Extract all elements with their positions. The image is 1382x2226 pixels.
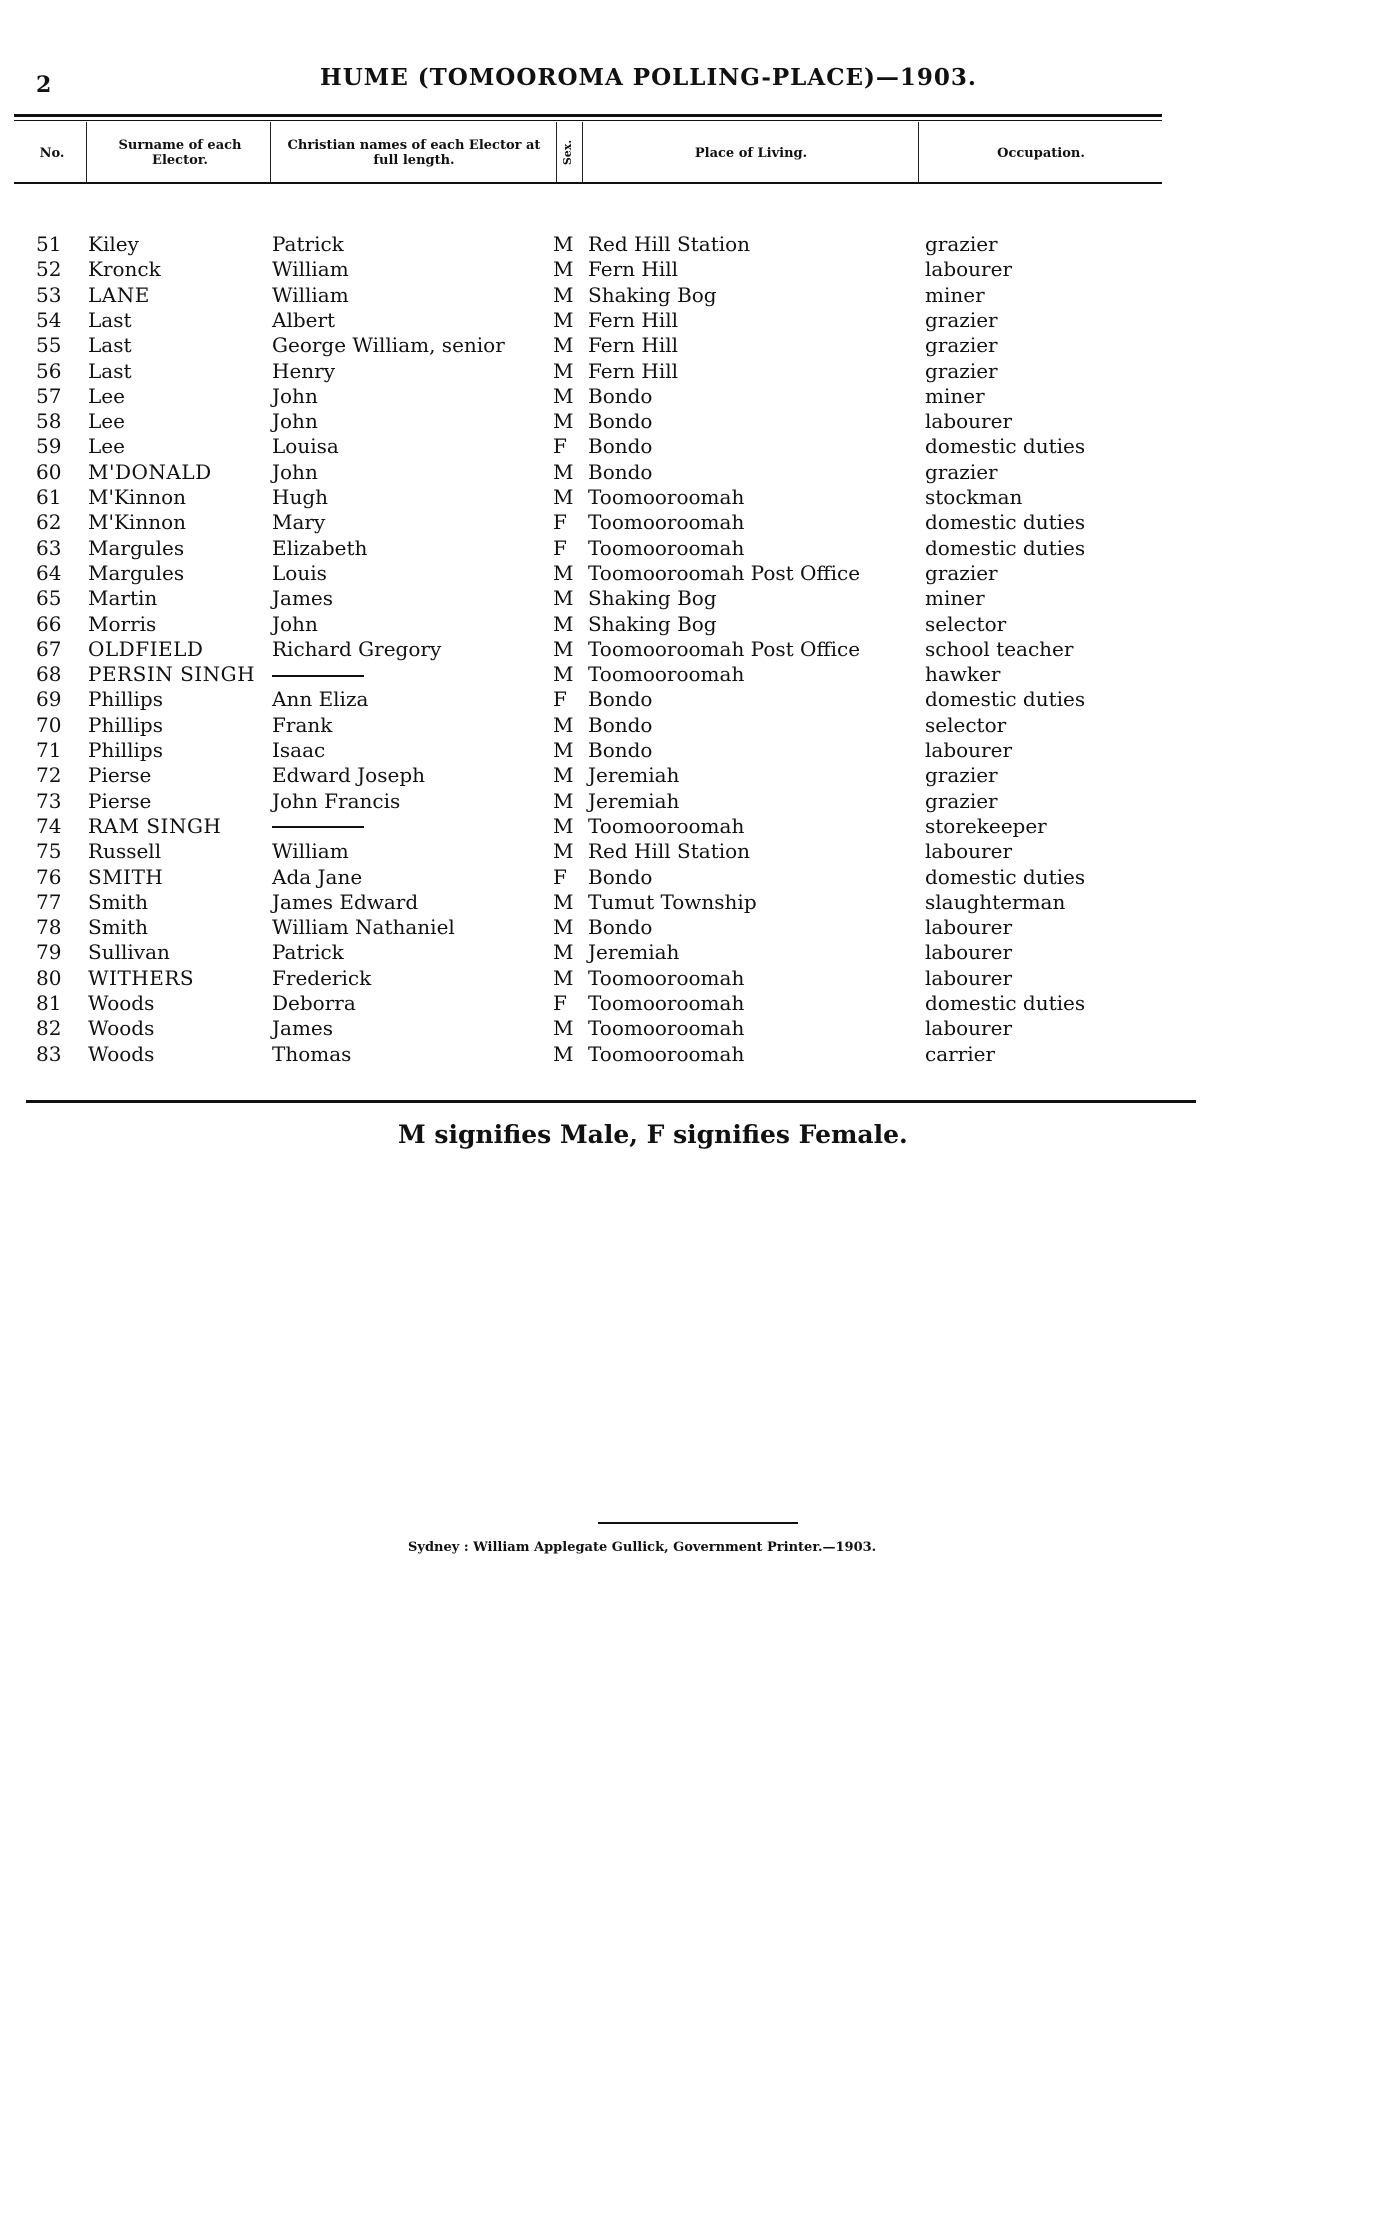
elector-sex: M	[553, 889, 574, 914]
elector-place-of-living: Jeremiah	[588, 940, 680, 965]
elector-sex: M	[553, 611, 574, 636]
elector-number: 62	[36, 510, 62, 535]
elector-sex: M	[553, 738, 574, 762]
table-row	[0, 283, 1382, 308]
table-row	[0, 637, 1382, 662]
elector-sex: M	[553, 560, 574, 585]
table-row	[0, 536, 1382, 561]
elector-occupation: labourer	[925, 915, 1013, 940]
elector-surname: Last	[88, 358, 132, 383]
elector-number: 66	[36, 611, 62, 636]
table-row	[0, 485, 1382, 510]
elector-christian-names: John Francis	[272, 788, 401, 813]
elector-surname: Woods	[88, 991, 155, 1015]
elector-surname: Kiley	[88, 232, 139, 256]
elector-sex: M	[553, 813, 574, 838]
elector-surname: M'DONALD	[88, 459, 212, 484]
elector-place-of-living: Toomooroomah	[588, 965, 745, 990]
elector-sex: M	[553, 1016, 574, 1041]
elector-number: 51	[36, 232, 62, 256]
elector-surname: Last	[88, 307, 132, 332]
elector-christian-names: Frederick	[272, 965, 372, 990]
elector-place-of-living: Bondo	[588, 712, 653, 737]
table-row	[0, 814, 1382, 839]
elector-christian-names: Isaac	[272, 738, 326, 762]
elector-occupation: labourer	[925, 257, 1013, 282]
elector-number: 69	[36, 687, 62, 712]
header-top-rule	[14, 114, 1162, 117]
elector-occupation: domestic duties	[925, 535, 1086, 560]
elector-christian-names: William	[272, 257, 349, 282]
table-row	[0, 662, 1382, 687]
elector-sex: M	[553, 940, 574, 965]
header-christian: Christian names of each Elector at full length.	[287, 138, 541, 168]
elector-place-of-living: Fern Hill	[588, 358, 679, 383]
elector-christian-names: John	[272, 611, 318, 636]
elector-christian-names: Ada Jane	[272, 864, 363, 889]
elector-sex: M	[553, 636, 574, 661]
table-row	[0, 460, 1382, 485]
elector-christian-names: Louis	[272, 560, 327, 585]
imprint-rule	[598, 1522, 798, 1524]
elector-occupation: grazier	[925, 560, 998, 585]
elector-number: 60	[36, 459, 62, 484]
elector-occupation: labourer	[925, 738, 1013, 762]
elector-number: 78	[36, 915, 62, 940]
elector-number: 73	[36, 788, 62, 813]
elector-occupation: domestic duties	[925, 864, 1086, 889]
header-occupation: Occupation.	[997, 145, 1085, 161]
elector-christian-names: Louisa	[272, 434, 339, 459]
elector-number: 71	[36, 738, 62, 762]
elector-number: 59	[36, 434, 62, 459]
elector-surname: Morris	[88, 611, 157, 636]
elector-occupation: domestic duties	[925, 991, 1086, 1015]
elector-christian-names: James Edward	[272, 889, 419, 914]
elector-sex: M	[553, 586, 574, 611]
elector-place-of-living: Toomooroomah	[588, 662, 745, 687]
elector-christian-names: James	[272, 1016, 334, 1041]
elector-surname: Lee	[88, 409, 125, 434]
elector-sex: M	[553, 1041, 574, 1066]
table-row	[0, 865, 1382, 890]
elector-occupation: selector	[925, 712, 1007, 737]
elector-occupation: domestic duties	[925, 510, 1086, 535]
table-row	[0, 1016, 1382, 1041]
table-row	[0, 359, 1382, 384]
elector-occupation: miner	[925, 586, 985, 611]
col-divider	[582, 122, 583, 182]
elector-number: 65	[36, 586, 62, 611]
elector-surname: Phillips	[88, 738, 163, 762]
elector-sex: F	[553, 510, 567, 535]
elector-christian-names: William Nathaniel	[272, 915, 455, 940]
elector-occupation: grazier	[925, 358, 998, 383]
elector-christian-names: James	[272, 586, 334, 611]
elector-place-of-living: Red Hill Station	[588, 839, 751, 864]
elector-surname: Sullivan	[88, 940, 170, 965]
elector-place-of-living: Shaking Bog	[588, 611, 717, 636]
table-row	[0, 687, 1382, 712]
elector-place-of-living: Fern Hill	[588, 257, 679, 282]
elector-place-of-living: Bondo	[588, 409, 653, 434]
elector-occupation: carrier	[925, 1041, 996, 1066]
header-sex-label: Sex.	[561, 139, 575, 165]
elector-place-of-living: Shaking Bog	[588, 586, 717, 611]
elector-surname: Lee	[88, 383, 125, 408]
elector-place-of-living: Bondo	[588, 915, 653, 940]
elector-christian-names: Edward Joseph	[272, 763, 426, 788]
elector-place-of-living: Red Hill Station	[588, 232, 751, 256]
elector-occupation: domestic duties	[925, 687, 1086, 712]
table-row	[0, 763, 1382, 788]
table-row	[0, 839, 1382, 864]
elector-number: 53	[36, 282, 62, 307]
elector-place-of-living: Toomooroomah	[588, 485, 745, 509]
elector-surname: PERSIN SINGH	[88, 662, 256, 687]
elector-occupation: miner	[925, 383, 985, 408]
elector-number: 57	[36, 383, 62, 408]
table-row	[0, 384, 1382, 409]
elector-surname: WITHERS	[88, 965, 195, 990]
table-row	[0, 333, 1382, 358]
table-row	[0, 612, 1382, 637]
header-no: No.	[39, 145, 65, 161]
table-bottom-rule	[26, 1100, 1196, 1103]
elector-number: 58	[36, 409, 62, 434]
header-bottom-rule	[14, 182, 1162, 184]
table-row	[0, 434, 1382, 459]
elector-surname: OLDFIELD	[88, 636, 204, 661]
elector-surname: Smith	[88, 889, 148, 914]
elector-occupation: storekeeper	[925, 813, 1047, 838]
elector-sex: F	[553, 434, 567, 459]
elector-surname: Last	[88, 333, 132, 358]
elector-surname: Woods	[88, 1041, 155, 1066]
elector-sex: M	[553, 257, 574, 282]
table-row	[0, 510, 1382, 535]
elector-sex: M	[553, 712, 574, 737]
table-row	[0, 257, 1382, 282]
elector-christian-names: Richard Gregory	[272, 636, 442, 661]
elector-occupation: miner	[925, 282, 985, 307]
elector-sex: F	[553, 864, 567, 889]
elector-occupation: labourer	[925, 409, 1013, 434]
elector-place-of-living: Toomooroomah	[588, 510, 745, 535]
elector-sex: M	[553, 282, 574, 307]
elector-number: 80	[36, 965, 62, 990]
elector-occupation: grazier	[925, 763, 998, 788]
elector-occupation: labourer	[925, 839, 1013, 864]
elector-surname: Kronck	[88, 257, 161, 282]
elector-number: 63	[36, 535, 62, 560]
elector-place-of-living: Bondo	[588, 459, 653, 484]
col-divider	[270, 122, 271, 182]
elector-number: 64	[36, 560, 62, 585]
elector-occupation: grazier	[925, 459, 998, 484]
elector-surname: M'Kinnon	[88, 485, 186, 509]
elector-sex: F	[553, 687, 567, 712]
table-row	[0, 1042, 1382, 1067]
elector-surname: Woods	[88, 1016, 155, 1041]
elector-occupation: selector	[925, 611, 1007, 636]
elector-number: 72	[36, 763, 62, 788]
elector-christian-names: Deborra	[272, 991, 356, 1015]
elector-number: 70	[36, 712, 62, 737]
elector-number: 68	[36, 662, 62, 687]
elector-surname: Pierse	[88, 788, 152, 813]
elector-christian-names: Hugh	[272, 485, 329, 509]
elector-christian-names: John	[272, 409, 318, 434]
elector-place-of-living: Bondo	[588, 383, 653, 408]
elector-place-of-living: Toomooroomah Post Office	[588, 636, 861, 661]
sex-legend: M signifies Male, F signifies Female.	[398, 1120, 908, 1149]
elector-number: 79	[36, 940, 62, 965]
header-sex	[556, 122, 580, 182]
elector-surname: M'Kinnon	[88, 510, 186, 535]
elector-surname: Phillips	[88, 712, 163, 737]
elector-place-of-living: Toomooroomah	[588, 991, 745, 1015]
elector-number: 54	[36, 307, 62, 332]
elector-place-of-living: Fern Hill	[588, 307, 679, 332]
elector-place-of-living: Toomooroomah	[588, 535, 745, 560]
elector-christian-names: John	[272, 383, 318, 408]
elector-sex: M	[553, 307, 574, 332]
elector-place-of-living: Jeremiah	[588, 788, 680, 813]
elector-christian-names: Henry	[272, 358, 336, 383]
elector-place-of-living: Bondo	[588, 738, 653, 762]
elector-sex: M	[553, 459, 574, 484]
col-divider	[918, 122, 919, 182]
elector-surname: Phillips	[88, 687, 163, 712]
elector-surname: Lee	[88, 434, 125, 459]
elector-christian-names: John	[272, 459, 318, 484]
elector-christian-names: Thomas	[272, 1041, 352, 1066]
elector-surname: Pierse	[88, 763, 152, 788]
elector-place-of-living: Toomooroomah	[588, 1041, 745, 1066]
elector-place-of-living: Toomooroomah Post Office	[588, 560, 861, 585]
elector-christian-names: William	[272, 839, 349, 864]
table-row	[0, 789, 1382, 814]
page-title: HUME (TOMOOROMA POLLING-PLACE)—1903.	[320, 64, 977, 91]
elector-place-of-living: Shaking Bog	[588, 282, 717, 307]
elector-sex: M	[553, 383, 574, 408]
table-row	[0, 232, 1382, 257]
elector-place-of-living: Bondo	[588, 687, 653, 712]
elector-surname: Smith	[88, 915, 148, 940]
elector-occupation: stockman	[925, 485, 1023, 509]
header-surname: Surname of each Elector.	[118, 138, 242, 168]
elector-christian-names: Frank	[272, 712, 333, 737]
elector-christian-names: Patrick	[272, 232, 344, 256]
elector-number: 74	[36, 813, 62, 838]
elector-place-of-living: Bondo	[588, 434, 653, 459]
elector-occupation: grazier	[925, 333, 998, 358]
col-divider	[86, 122, 87, 182]
elector-surname: LANE	[88, 282, 150, 307]
elector-place-of-living: Fern Hill	[588, 333, 679, 358]
elector-surname: Margules	[88, 535, 185, 560]
elector-sex: M	[553, 485, 574, 509]
elector-place-of-living: Tumut Township	[588, 889, 757, 914]
elector-occupation: labourer	[925, 1016, 1013, 1041]
elector-occupation: grazier	[925, 307, 998, 332]
elector-christian-names: William	[272, 282, 349, 307]
header-top-rule-thin	[14, 120, 1162, 121]
table-row	[0, 991, 1382, 1016]
table-row	[0, 713, 1382, 738]
elector-christian-names: Ann Eliza	[272, 687, 369, 712]
table-row	[0, 966, 1382, 991]
elector-surname: SMITH	[88, 864, 164, 889]
table-row	[0, 738, 1382, 763]
elector-number: 76	[36, 864, 62, 889]
elector-number: 56	[36, 358, 62, 383]
blank-name-dash	[272, 814, 364, 839]
elector-number: 83	[36, 1041, 62, 1066]
elector-number: 75	[36, 839, 62, 864]
elector-place-of-living: Bondo	[588, 864, 653, 889]
elector-number: 77	[36, 889, 62, 914]
elector-christian-names: Albert	[272, 307, 336, 332]
page-number: 2	[36, 72, 52, 98]
elector-christian-names: Mary	[272, 510, 326, 535]
elector-surname: RAM SINGH	[88, 813, 222, 838]
elector-sex: M	[553, 409, 574, 434]
elector-number: 61	[36, 485, 62, 509]
header-place: Place of Living.	[694, 145, 808, 161]
elector-sex: M	[553, 763, 574, 788]
blank-name-dash	[272, 662, 364, 687]
elector-christian-names: Elizabeth	[272, 535, 368, 560]
elector-sex: M	[553, 788, 574, 813]
elector-sex: M	[553, 333, 574, 358]
elector-occupation: grazier	[925, 788, 998, 813]
elector-christian-names: Patrick	[272, 940, 344, 965]
elector-sex: M	[553, 662, 574, 687]
elector-occupation: grazier	[925, 232, 998, 256]
elector-place-of-living: Toomooroomah	[588, 1016, 745, 1041]
elector-occupation: domestic duties	[925, 434, 1086, 459]
table-row	[0, 890, 1382, 915]
elector-number: 81	[36, 991, 62, 1015]
elector-number: 67	[36, 636, 62, 661]
elector-sex: M	[553, 358, 574, 383]
elector-occupation: school teacher	[925, 636, 1074, 661]
table-row	[0, 940, 1382, 965]
elector-occupation: hawker	[925, 662, 1001, 687]
elector-sex: M	[553, 232, 574, 256]
elector-occupation: labourer	[925, 940, 1013, 965]
elector-place-of-living: Jeremiah	[588, 763, 680, 788]
table-row	[0, 308, 1382, 333]
elector-sex: F	[553, 535, 567, 560]
printer-imprint: Sydney : William Applegate Gullick, Government Printer.—1903.	[408, 1540, 877, 1555]
elector-sex: M	[553, 915, 574, 940]
elector-surname: Russell	[88, 839, 162, 864]
elector-sex: M	[553, 965, 574, 990]
elector-sex: F	[553, 991, 567, 1015]
elector-sex: M	[553, 839, 574, 864]
table-row	[0, 409, 1382, 434]
table-row	[0, 561, 1382, 586]
elector-occupation: slaughterman	[925, 889, 1066, 914]
elector-number: 82	[36, 1016, 62, 1041]
elector-place-of-living: Toomooroomah	[588, 813, 745, 838]
elector-surname: Martin	[88, 586, 158, 611]
elector-number: 52	[36, 257, 62, 282]
elector-occupation: labourer	[925, 965, 1013, 990]
table-row	[0, 915, 1382, 940]
elector-christian-names: George William, senior	[272, 333, 505, 358]
elector-number: 55	[36, 333, 62, 358]
elector-surname: Margules	[88, 560, 185, 585]
table-row	[0, 586, 1382, 611]
